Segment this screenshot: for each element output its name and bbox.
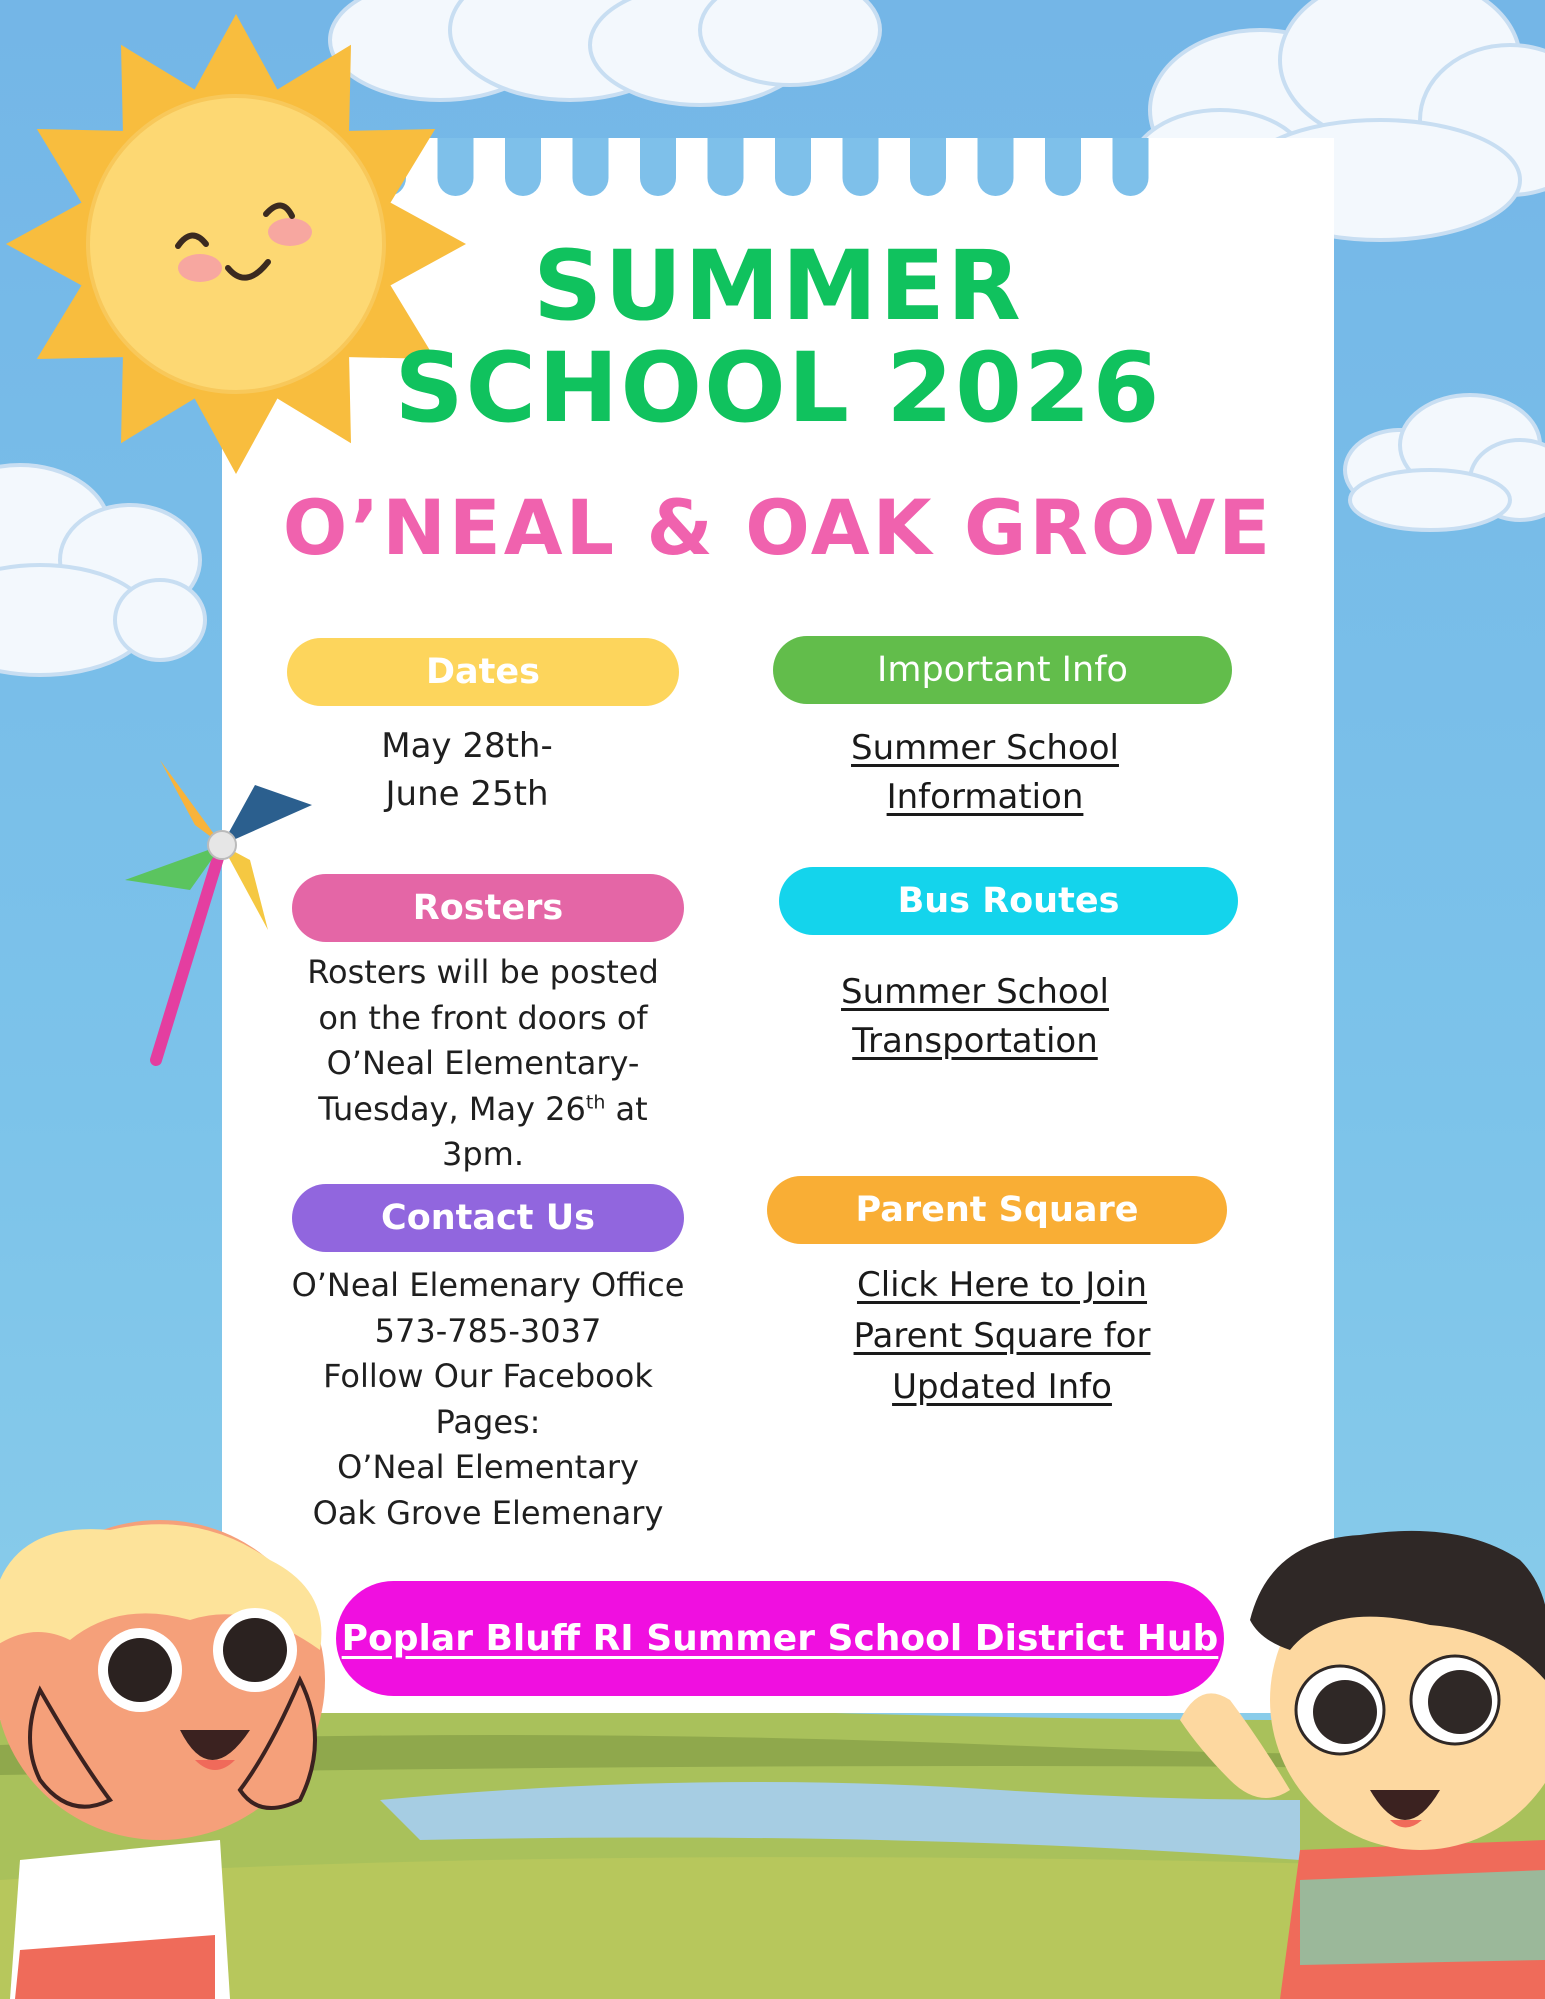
district-hub-button[interactable]: Poplar Bluff RI Summer School District Hub [336,1581,1224,1696]
rosters-line: Rosters will be posted [307,953,659,991]
link-line: Summer School [851,728,1119,768]
link-line: Summer School [841,972,1109,1012]
rosters-text [283,950,683,1178]
rosters-at: at [605,1089,648,1128]
schools-subtitle: O’NEAL & OAK GROVE [282,483,1274,572]
title-line-1: SUMMER [533,230,1023,342]
contact-line: O’Neal Elemenary Office [291,1266,685,1304]
link-line: Parent Square for [853,1316,1151,1356]
summer-school-transportation-link[interactable] [790,968,1160,1066]
summer-school-information-link[interactable] [800,724,1170,822]
dates-line: May 28th- [381,726,553,766]
rosters-line: on the front doors of [318,998,648,1037]
contact-text [268,1263,708,1536]
bus-routes-label: Bus Routes [779,867,1238,935]
link-line: Transportation [852,1021,1098,1061]
contact-line: Follow Our Facebook [323,1357,653,1395]
rosters-label: Rosters [292,874,684,942]
link-line: Updated Info [892,1367,1112,1407]
title-line-2: SCHOOL 2026 [394,332,1162,444]
contact-line: O’Neal Elementary [337,1448,639,1486]
important-info-label: Important Info [773,636,1232,704]
rosters-line: O’Neal Elementary- [326,1044,640,1082]
rosters-line [283,1087,683,1133]
contact-line: Pages: [435,1402,541,1441]
rosters-line: 3pm. [441,1135,524,1173]
dates-line: June 25th [385,774,549,814]
dates-text [287,722,647,818]
link-line: Information [886,777,1084,817]
dates-label: Dates [287,638,679,706]
link-line: Click Here to Join [856,1265,1148,1305]
join-parent-square-link[interactable] [800,1260,1204,1413]
rosters-date: Tuesday, May 26 [318,1089,586,1128]
contact-us-label: Contact Us [292,1184,684,1252]
contact-line: Oak Grove Elemenary [312,1493,664,1532]
contact-line: 573-785-3037 [374,1311,602,1350]
rosters-date-suffix: th [585,1090,606,1113]
parent-square-label: Parent Square [767,1176,1227,1244]
